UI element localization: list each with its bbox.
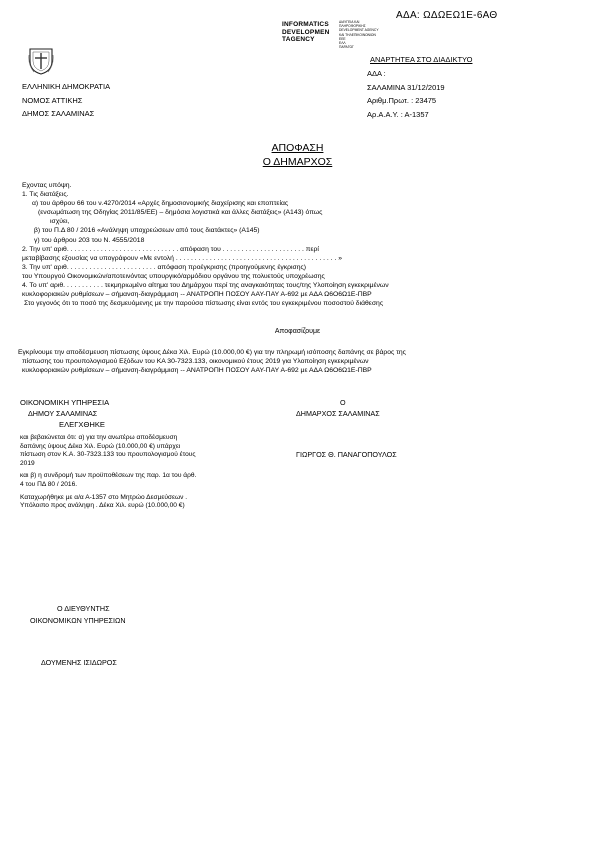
- header-right: [367, 67, 445, 121]
- financial-service-title: ΟΙΚΟΝΟΜΙΚΗ ΥΠΗΡΕΣΙΑ: [20, 398, 110, 407]
- logo-line: DEVELOPMEN: [282, 28, 330, 36]
- check-line: δαπάνης ύψους Δέκα Χιλ. Ευρώ (10.000,00 €) υπάρχει: [20, 442, 181, 450]
- body-line: 1. Τις διατάξεις.: [22, 191, 69, 199]
- check-line: Υπόλοιπο προς ανάληψη . Δέκα Χιλ. ευρώ (10.000,00 €): [20, 502, 185, 510]
- mayor-name: ΓΙΩΡΓΟΣ Θ. ΠΑΝΑΓΟΠΟΥΛΟΣ: [296, 450, 397, 459]
- body-line: α) του άρθρου 66 του ν.4270/2014 «Αρχές δημοσιονομικής διαχείρισης και εποπτείας: [32, 200, 289, 208]
- body-line: 4. Το υπ' αριθ. . . . . . . . . . . τεκμηριωμένο αίτημα του Δημάρχου περί της αναγκαιότητας τους/της Υλοποίηση εγκεκριμένων: [22, 282, 389, 290]
- header-left-line: ΔΗΜΟΣ ΣΑΛΑΜΙΝΑΣ: [22, 109, 95, 118]
- date-field: ΣΑΛΑΜΙΝΑ 31/12/2019: [367, 82, 445, 92]
- considerations: [22, 181, 389, 308]
- logo-line: INFORMATICS: [282, 21, 329, 28]
- body-line: Εχοντας υπόψη.: [22, 182, 72, 189]
- body-line: κυκλοφοριακών ρυθμίσεων – σήμανση-διαγράμμιση -- ΑΝΑΤΡΟΠΗ ΠΟΣΟΥ ΑΑΥ-ΠΑΥ Α-692 με ΑΔΑ Ω6Ο6Ω1Ε-ΠΒΡ: [22, 291, 372, 299]
- director-title: Ο ΔΙΕΥΘΥΝΤΗΣ: [57, 604, 110, 613]
- body-line: μεταβίβασης εξουσίας να υπογράφουν «Με εντολή . . . . . . . . . . . . . . . . . . . . . . . . . . . . . . . . . . . . . . . . . . . »: [22, 254, 343, 262]
- check-line: και β) η συνδρομή των προϋποθέσεων της παρ. 1α του άρθ.: [20, 472, 197, 480]
- logo-text: [282, 21, 330, 44]
- checked-label: ΕΛΕΓΧΘΗΚΕ: [59, 420, 105, 429]
- logo-small-line: DEVELOPMENT AGENCY: [339, 28, 379, 33]
- financial-check-text: [20, 434, 196, 511]
- decision-line: κυκλοφοριακών ρυθμίσεων – σήμανση-διαγράμμιση -- ΑΝΑΤΡΟΠΗ ΠΟΣΟΥ ΑΑΥ-ΠΑΥ Α-692 με ΑΔΑ Ω6Ο6Ω1Ε-ΠΒΡ: [22, 367, 372, 375]
- decision-line: Εγκρίνουμε την αποδέσμευση πίστωσης ύψους Δέκα Χιλ. Ευρώ (10.000,00 €) για την πληρωμή ισόποσης δαπάνης σε βάρος της: [18, 349, 406, 356]
- check-line: Καταχωρήθηκε με α/α Α-1357 στο Μητρώο Δεσμεύσεων .: [20, 493, 188, 501]
- document-subtitle: Ο ΔΗΜΑΡΧΟΣ: [262, 156, 333, 168]
- ada-top-label: ΑΔΑ: ΩΔΩΕΩ1Ε-6ΑΘ: [396, 10, 498, 21]
- logo-small-line: ΠΑΡΑΓΩΓ: [339, 45, 354, 50]
- check-line: 2019: [20, 459, 35, 467]
- logo-line: TAGENCY: [282, 36, 315, 43]
- financial-service-municipality: ΔΗΜΟΥ ΣΑΛΑΜΙΝΑΣ: [28, 409, 98, 418]
- body-line: (ενσωμάτωση της Οδηγίας 2011/85/ΕΕ) – δημόσια λογιστικά και άλλες διατάξεις» (Α143) όπως: [38, 209, 323, 217]
- body-line: 3. Την υπ' αριθ. . . . . . . . . . . . . . . . . . . . . . . . απόφαση προέγκρισης (προηγούμενης έγκρισης): [22, 263, 307, 271]
- director-name: ΔΟΥΜΕΝΗΣ ΙΣΙΔΩΡΟΣ: [41, 658, 117, 667]
- body-line: Στο γεγονός ότι το ποσό της δεσμευόμενης με την παρούσα πίστωσης είναι εντός του εγκεκριμένου ποσοστού διάθεσης: [24, 300, 384, 308]
- mayor-article: Ο: [340, 398, 346, 407]
- logo-small-line: ΠΛΗΡΟΦΟΡΙΚΗΣ: [339, 24, 366, 29]
- check-line: και βεβαιώνεται ότι: α) για την ανωτέρω αποδέσμευση: [20, 434, 178, 441]
- protocol-number: Αριθμ.Πρωτ. : 23475: [367, 96, 437, 105]
- check-line: 4 του ΠΔ 80 / 2016.: [20, 480, 78, 488]
- apofasizoume-label: Αποφασίζουμε: [274, 328, 321, 335]
- decision-paragraph: [18, 348, 406, 375]
- body-line: 2. Την υπ' αριθ. . . . . . . . . . . . . . . . . . . . . . . . . . . . . . απόφαση του . . . . . . . . . . . . . . . . . . . . . . περί: [22, 245, 319, 253]
- body-line: ισχύει,: [50, 218, 70, 226]
- header-left: [22, 80, 110, 121]
- check-line: πίστωση στον Κ.Α. 30-7323.133 του προυπολογισμού έτους: [20, 451, 196, 459]
- body-line: του Υπουργού Οικονομικών/αποτεινόντας υπουργικό/αρμόδιου οργάνου της πολυετούς υποχρέωσης: [22, 272, 325, 280]
- header-left-line: ΝΟΜΟΣ ΑΤΤΙΚΗΣ: [22, 95, 83, 105]
- hellenic-emblem-icon: [28, 45, 54, 75]
- logo-small-line: ΔΙΑΥΓΕΙΑ ΚΑΙ: [339, 20, 360, 24]
- ada-field: ΑΔΑ :: [367, 69, 386, 78]
- logo-small-line: ΕΕΕ: [339, 36, 346, 41]
- body-line: γ) του άρθρου 203 του Ν. 4555/2018: [34, 236, 145, 244]
- body-line: β) του Π.Δ 80 / 2016 «Ανάληψη υποχρεώσεων από τους διατάκτες» (Α145): [34, 227, 260, 235]
- mayor-title: ΔΗΜΑΡΧΟΣ ΣΑΛΑΜΙΝΑΣ: [296, 409, 380, 418]
- logo-small-line: ΚΑΙ ΤΗΛΕΠΙΚΟΙΝΩΝΙΩΝ: [339, 32, 376, 37]
- logo-small-text: [339, 20, 379, 49]
- anartitea-label: ΑΝΑΡΤΗΤΕΑ ΣΤΟ ΔΙΑΔΙΚΤΥΟ: [370, 55, 473, 64]
- logo-small-line: ΕΛΛ: [339, 41, 346, 46]
- decision-line: πίστωσης του προυπολογισμού Εξόδων του ΚΑ 30-7323.133, οικονομικού έτους 2019 για Υλοποίηση εγκεκριμένων: [22, 358, 369, 366]
- aay-number: Αρ.Α.Α.Υ. : Α-1357: [367, 109, 429, 119]
- director-department: ΟΙΚΟΝΟΜΙΚΩΝ ΥΠΗΡΕΣΙΩΝ: [30, 616, 126, 625]
- header-left-line: ΕΛΛΗΝΙΚΗ ΔΗΜΟΚΡΑΤΙΑ: [22, 82, 111, 91]
- document-title: ΑΠΟΦΑΣΗ: [271, 142, 324, 154]
